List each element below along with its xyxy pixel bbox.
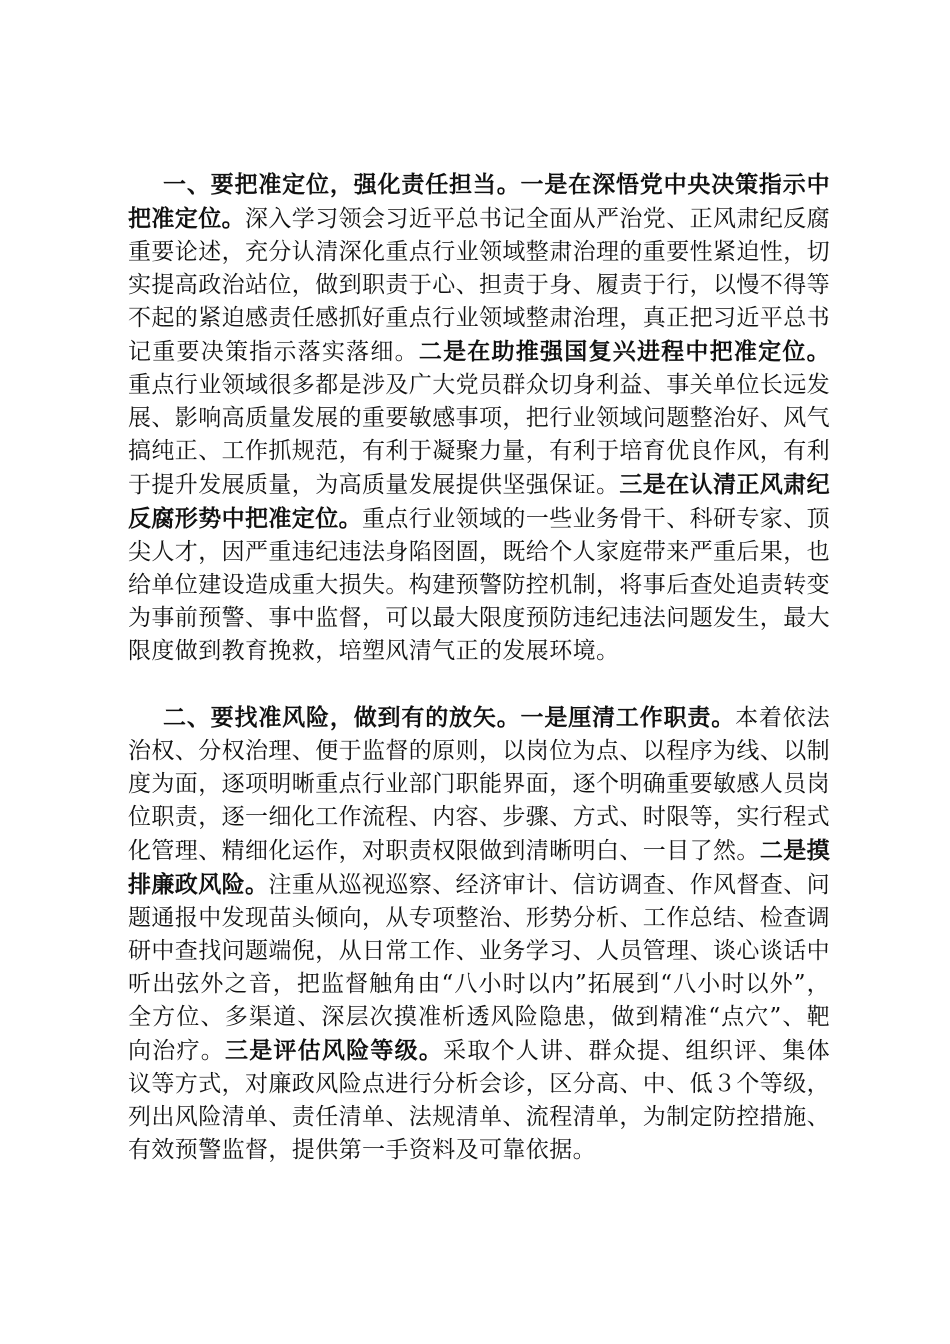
- paragraph-1-text-2: 重点行业领域很多都是涉及广大党员群众切身利益、事关单位长远发展、影响高质量发展的重要敏感事项，把行业领域问题整治好、风气搞纯正、工作抓规范，有利于凝聚力量，有利于培育优良作风，有利于提升发展质量，为高质量发展提供坚强保证。: [128, 372, 830, 498]
- paragraph-1-heading: 一、要把准定位，强化责任担当。一是在深悟党中央决策指示中把准定位。: [128, 171, 830, 232]
- document-body: [128, 168, 830, 1167]
- paragraph-2-heading: 二、要找准风险，做到有的放矢。一是厘清工作职责。: [163, 704, 736, 731]
- paragraph-1-text-3: 重点行业领域的一些业务骨干、科研专家、顶尖人才，因严重违纪违法身陷囹圄，既给个人家庭带来严重后果，也给单位建设造成重大损失。构建预警防控机制，将事后查处追责转变为事前预警、事中监督，可以最大限度预防违纪违法问题发生，最大限度做到教育挽救，培塑风清气正的发展环境。: [128, 506, 830, 664]
- paragraph-1-text: 深入学习领会习近平总书记全面从严治党、正风肃纪反腐重要论述，充分认清深化重点行业领域整肃治理的重要性紧迫性，切实提高政治站位，做到职责于心、担责于身、履责于行，以慢不得等不起的紧迫感责任感抓好重点行业领域整肃治理，真正把习近平总书记重要决策指示落实落细。: [128, 206, 830, 365]
- paragraph-1-subheading-3: 三是在认清正风肃纪反腐形势中把准定位。: [128, 471, 831, 532]
- paragraph-2-text: 本着依法治权、分权治理、便于监督的原则，以岗位为点、以程序为线、以制度为面，逐项明晰重点行业部门职能界面，逐个明确重要敏感人员岗位职责，逐一细化工作流程、内容、步骤、方式、时限等，实行程式化管理、精细化运作，对职责权限做到清晰明白、一目了然。: [128, 705, 830, 864]
- paragraph-2: [128, 701, 830, 1167]
- paragraph-2-subheading-3: 三是评估风险等级。: [224, 1037, 444, 1064]
- paragraph-1-subheading-2: 二是在助推强国复兴进程中把准定位。: [418, 338, 830, 365]
- paragraph-2-text-2: 注重从巡视巡察、经济审计、信访调查、作风督查、问题通报中发现苗头倾向，从专项整治、形势分析、工作总结、检查调研中查找问题端倪，从日常工作、业务学习、人员管理、谈心谈话中听出弦外之音，把监督触角由“八小时以内”拓展到“八小时以外”，全方位、多渠道、深层次摸准析透风险隐患，做到精准“点穴”、靶向治疗。: [128, 872, 831, 1064]
- paragraph-2-subheading-2: 二是摸排廉政风险。: [128, 837, 831, 898]
- paragraph-1: [128, 168, 830, 668]
- paragraph-2-text-3: 采取个人讲、群众提、组织评、集体议等方式，对廉政风险点进行分析会诊，区分高、中、低３个等级，列出风险清单、责任清单、法规清单、流程清单，为制定防控措施、有效预警监督，提供第一手资料及可靠依据。: [128, 1038, 831, 1163]
